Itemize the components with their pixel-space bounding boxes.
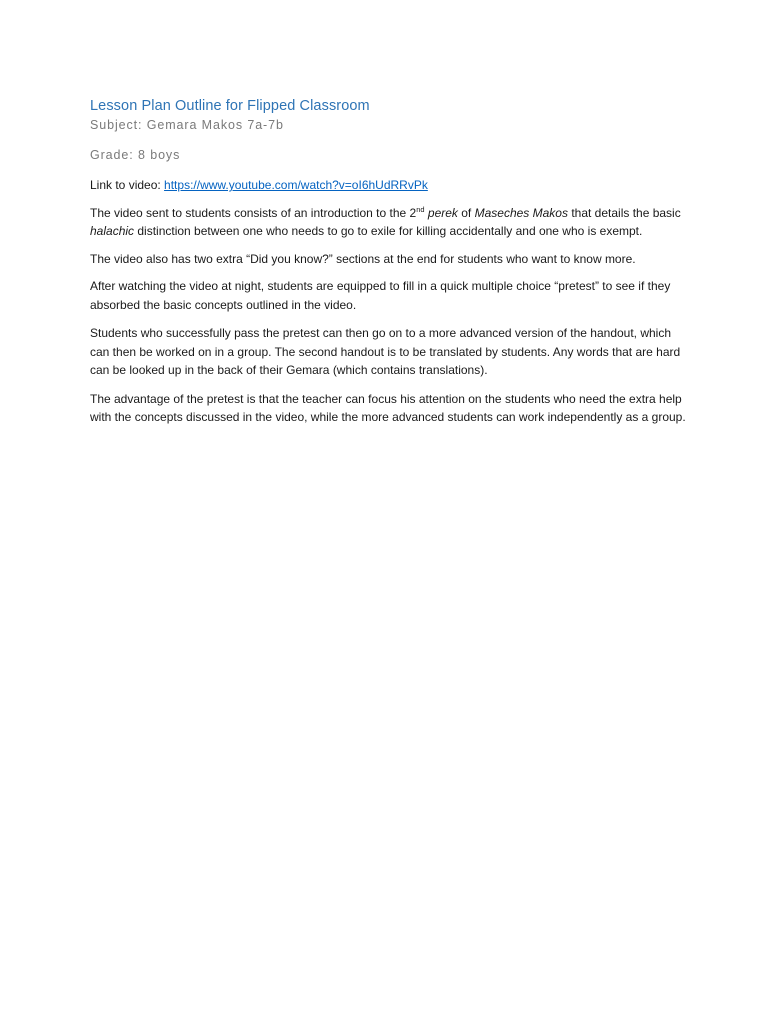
p1-text-c: of <box>457 205 475 220</box>
p1-text-e: distinction between one who needs to go to exile for killing accidentally and one who is exempt. <box>134 224 643 238</box>
p1-text-d: that details the basic <box>567 205 681 220</box>
paragraph-advantage: The advantage of the pretest is that the teacher can focus his attention on the students who need the extra help with the concepts discussed in the video, while the more advanced students can work independently as a group. <box>90 391 686 424</box>
subject-line: Subject: Gemara Makos 7a-7b <box>90 118 284 132</box>
document-title: Lesson Plan Outline for Flipped Classroom <box>90 98 370 114</box>
paragraph-did-you-know: The video also has two extra “Did you know?” sections at the end for students who want to know more. <box>90 251 636 266</box>
document-body <box>90 96 690 427</box>
video-link-line <box>90 176 690 195</box>
paragraph-intro <box>90 204 690 241</box>
p1-superscript: nd <box>416 204 425 214</box>
paragraph-pretest: After watching the video at night, students are equipped to fill in a quick multiple choice “pretest” to see if they absorbed the basic concepts outlined in the video. <box>90 279 671 312</box>
video-link[interactable]: https://www.youtube.com/watch?v=oI6hUdRRvPk <box>164 178 428 192</box>
paragraph-advanced-handout: Students who successfully pass the pretest can then go on to a more advanced version of the handout, which can then be worked on in a group. The second handout is to be translated by students. Any words that are hard can be looked up in the back of their Gemara (which contains translations). <box>90 326 681 377</box>
p1-text-a: The video sent to students consists of an introduction to the 2 <box>90 205 417 220</box>
p1-maseches: Maseches Makos <box>474 205 568 220</box>
p1-halachic: halachic <box>90 224 135 238</box>
grade-line: Grade: 8 boys <box>90 148 181 162</box>
video-link-label: Link to video: <box>90 178 165 192</box>
p1-perek: perek <box>427 205 458 220</box>
